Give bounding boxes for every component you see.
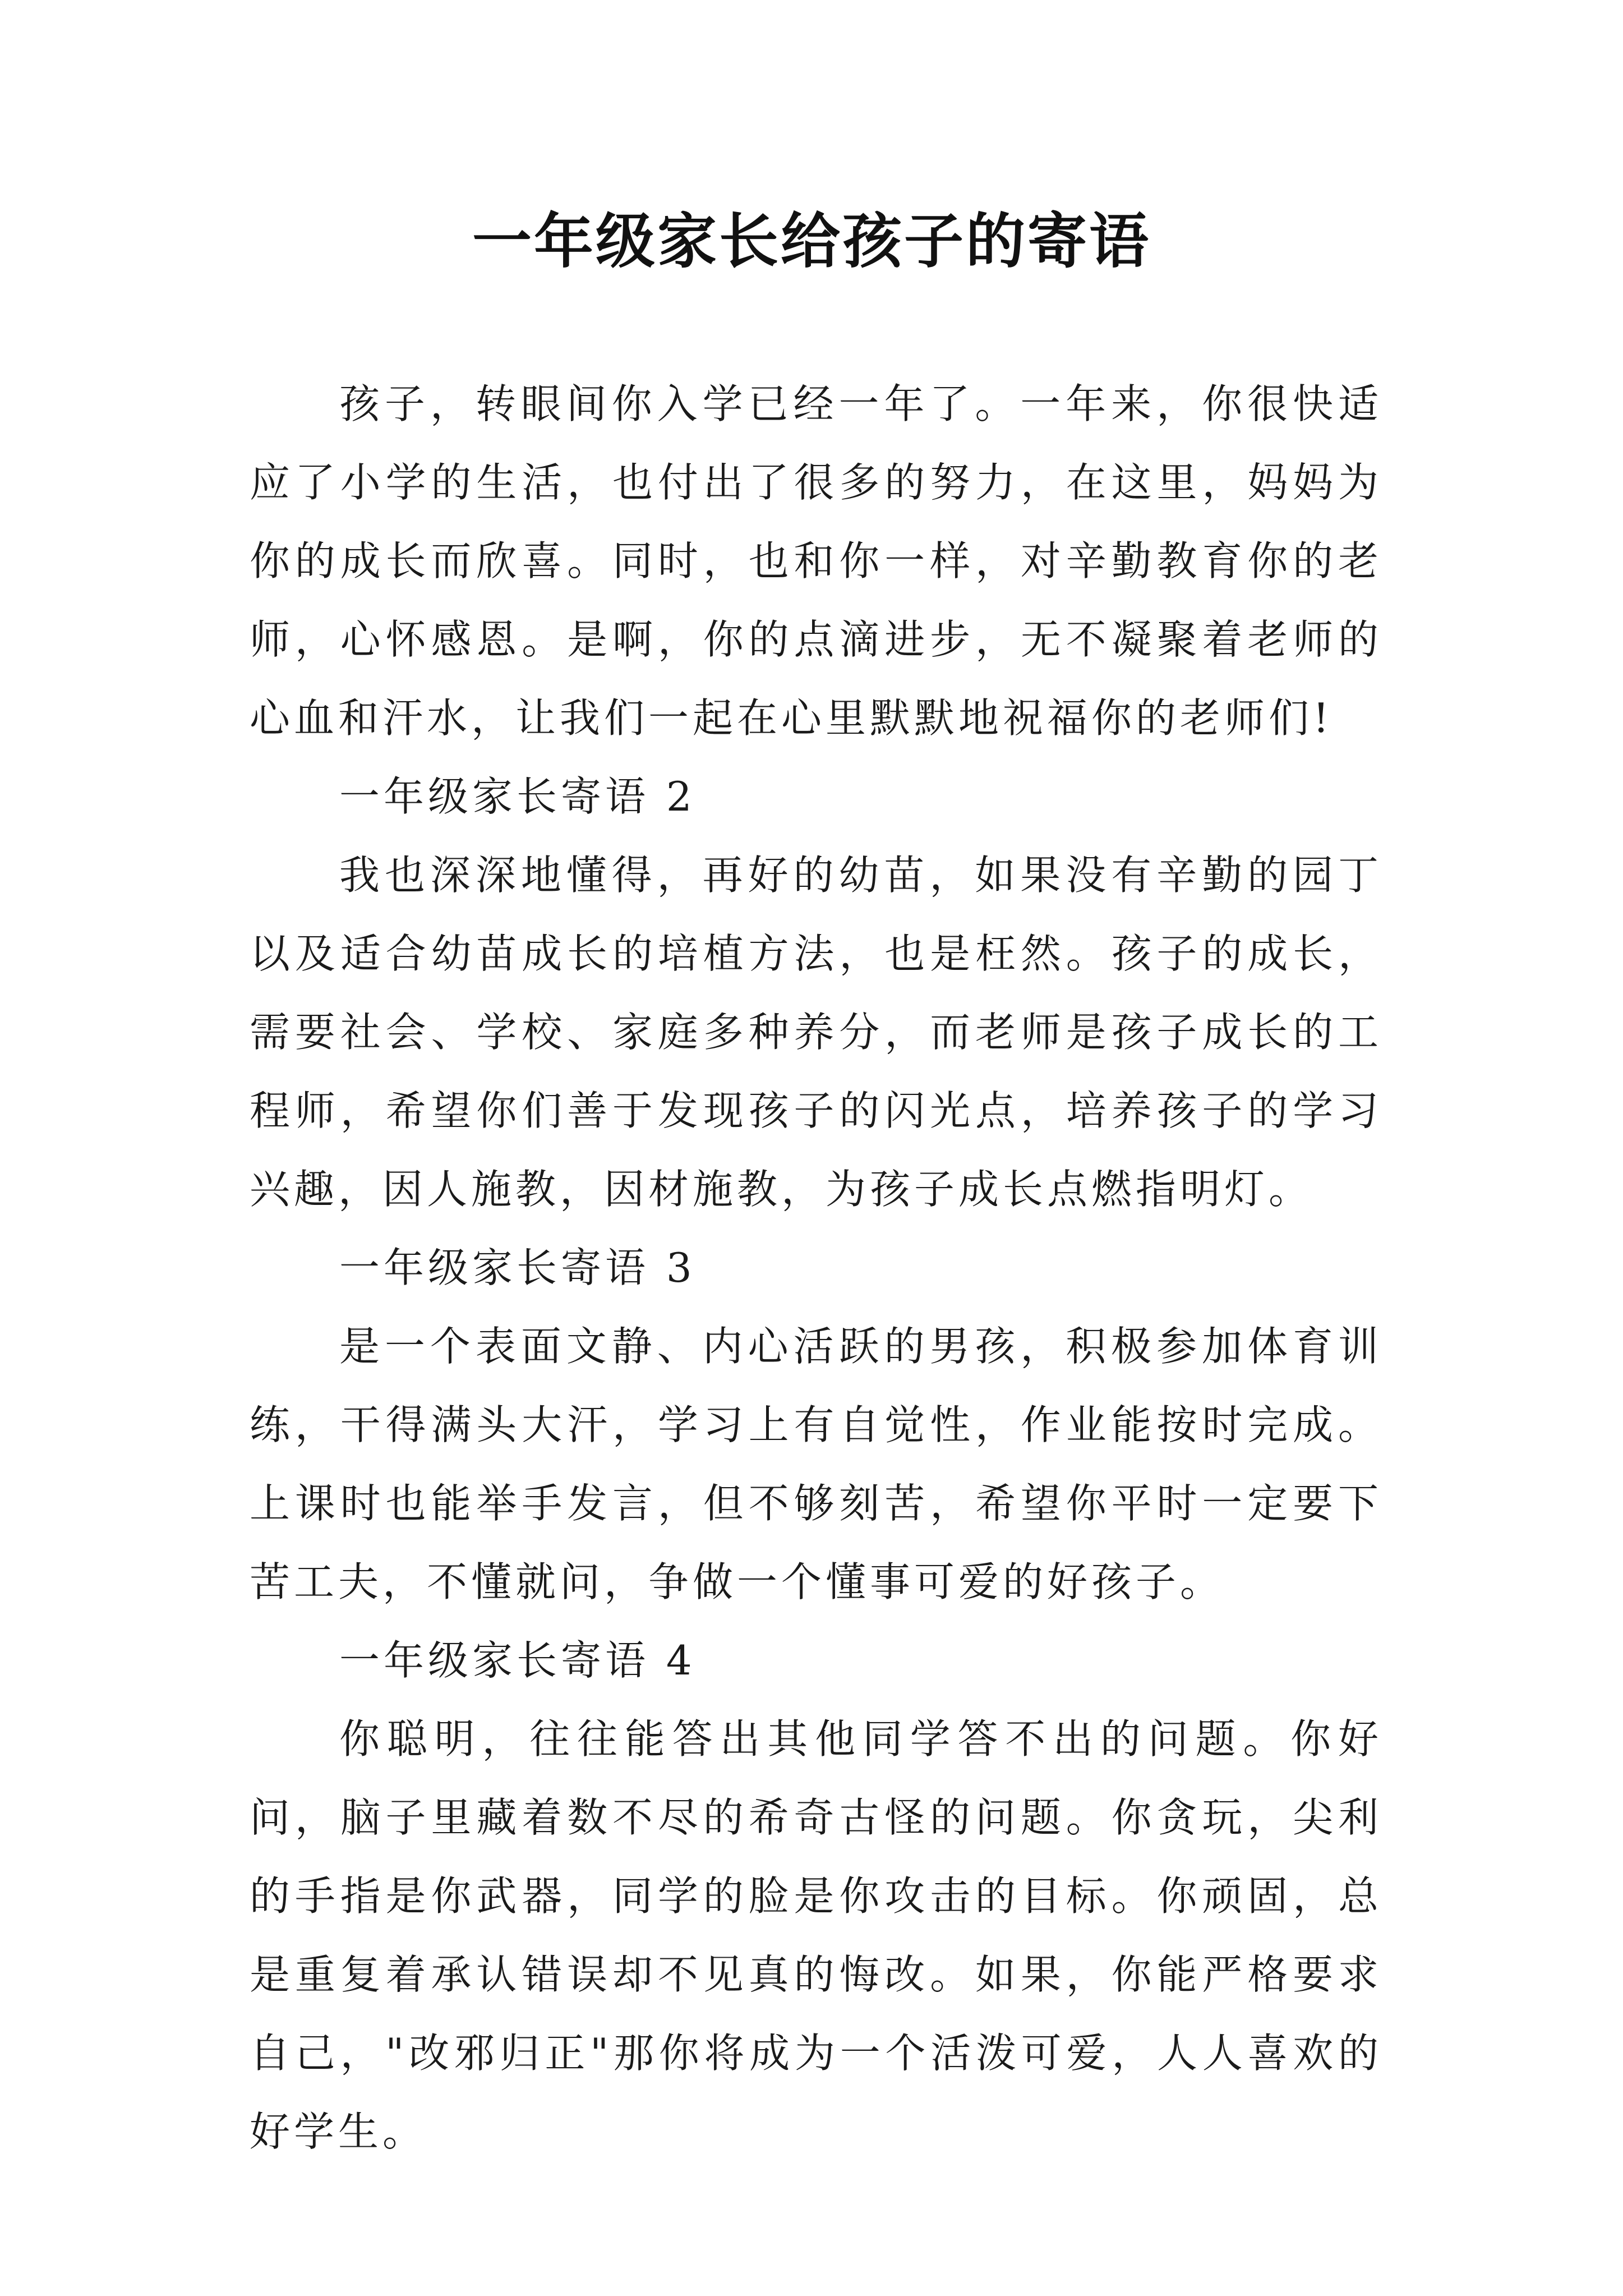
- paragraph-4: 你聪明，往往能答出其他同学答不出的问题。你好问，脑子里藏着数不尽的希奇古怪的问题。你贪玩，尖利的手指是你武器，同学的脸是你攻击的目标。你顽固，总是重复着承认错误却不见真的悔改。如果，你能严格要求自己，"改邪归正"那你将成为一个活泼可爱，人人喜欢的好学生。: [250, 1715, 1382, 2155]
- paragraph-3: 是一个表面文静、内心活跃的男孩，积极参加体育训练，干得满头大汗，学习上有自觉性，作业能按时完成。上课时也能举手发言，但不够刻苦，希望你平时一定要下苦工夫，不懂就问，争做一个懂事可爱的好孩子。: [250, 1323, 1382, 1605]
- paragraph-2: 我也深深地懂得，再好的幼苗，如果没有辛勤的园丁以及适合幼苗成长的培植方法，也是枉然。孩子的成长，需要社会、学校、家庭多种养分，而老师是孩子成长的工程师，希望你们善于发现孩子的闪光点，培养孩子的学习兴趣，因人施教，因材施教，为孩子成长点燃指明灯。: [250, 852, 1382, 1213]
- document-body: [250, 365, 1382, 2171]
- document-title: 一年级家长给孩子的寄语: [472, 206, 1151, 276]
- subheading-2: 一年级家长寄语 2: [339, 773, 696, 820]
- paragraph-1: 孩子，转眼间你入学已经一年了。一年来，你很快适应了小学的生活，也付出了很多的努力，在这里，妈妈为你的成长而欣喜。同时，也和你一样，对辛勤教育你的老师，心怀感恩。是啊，你的点滴进步，无不凝聚着老师的心血和汗水，让我们一起在心里默默地祝福你的老师们!: [250, 380, 1382, 742]
- subheading-4: 一年级家长寄语 4: [339, 1637, 696, 1684]
- subheading-3: 一年级家长寄语 3: [339, 1244, 696, 1291]
